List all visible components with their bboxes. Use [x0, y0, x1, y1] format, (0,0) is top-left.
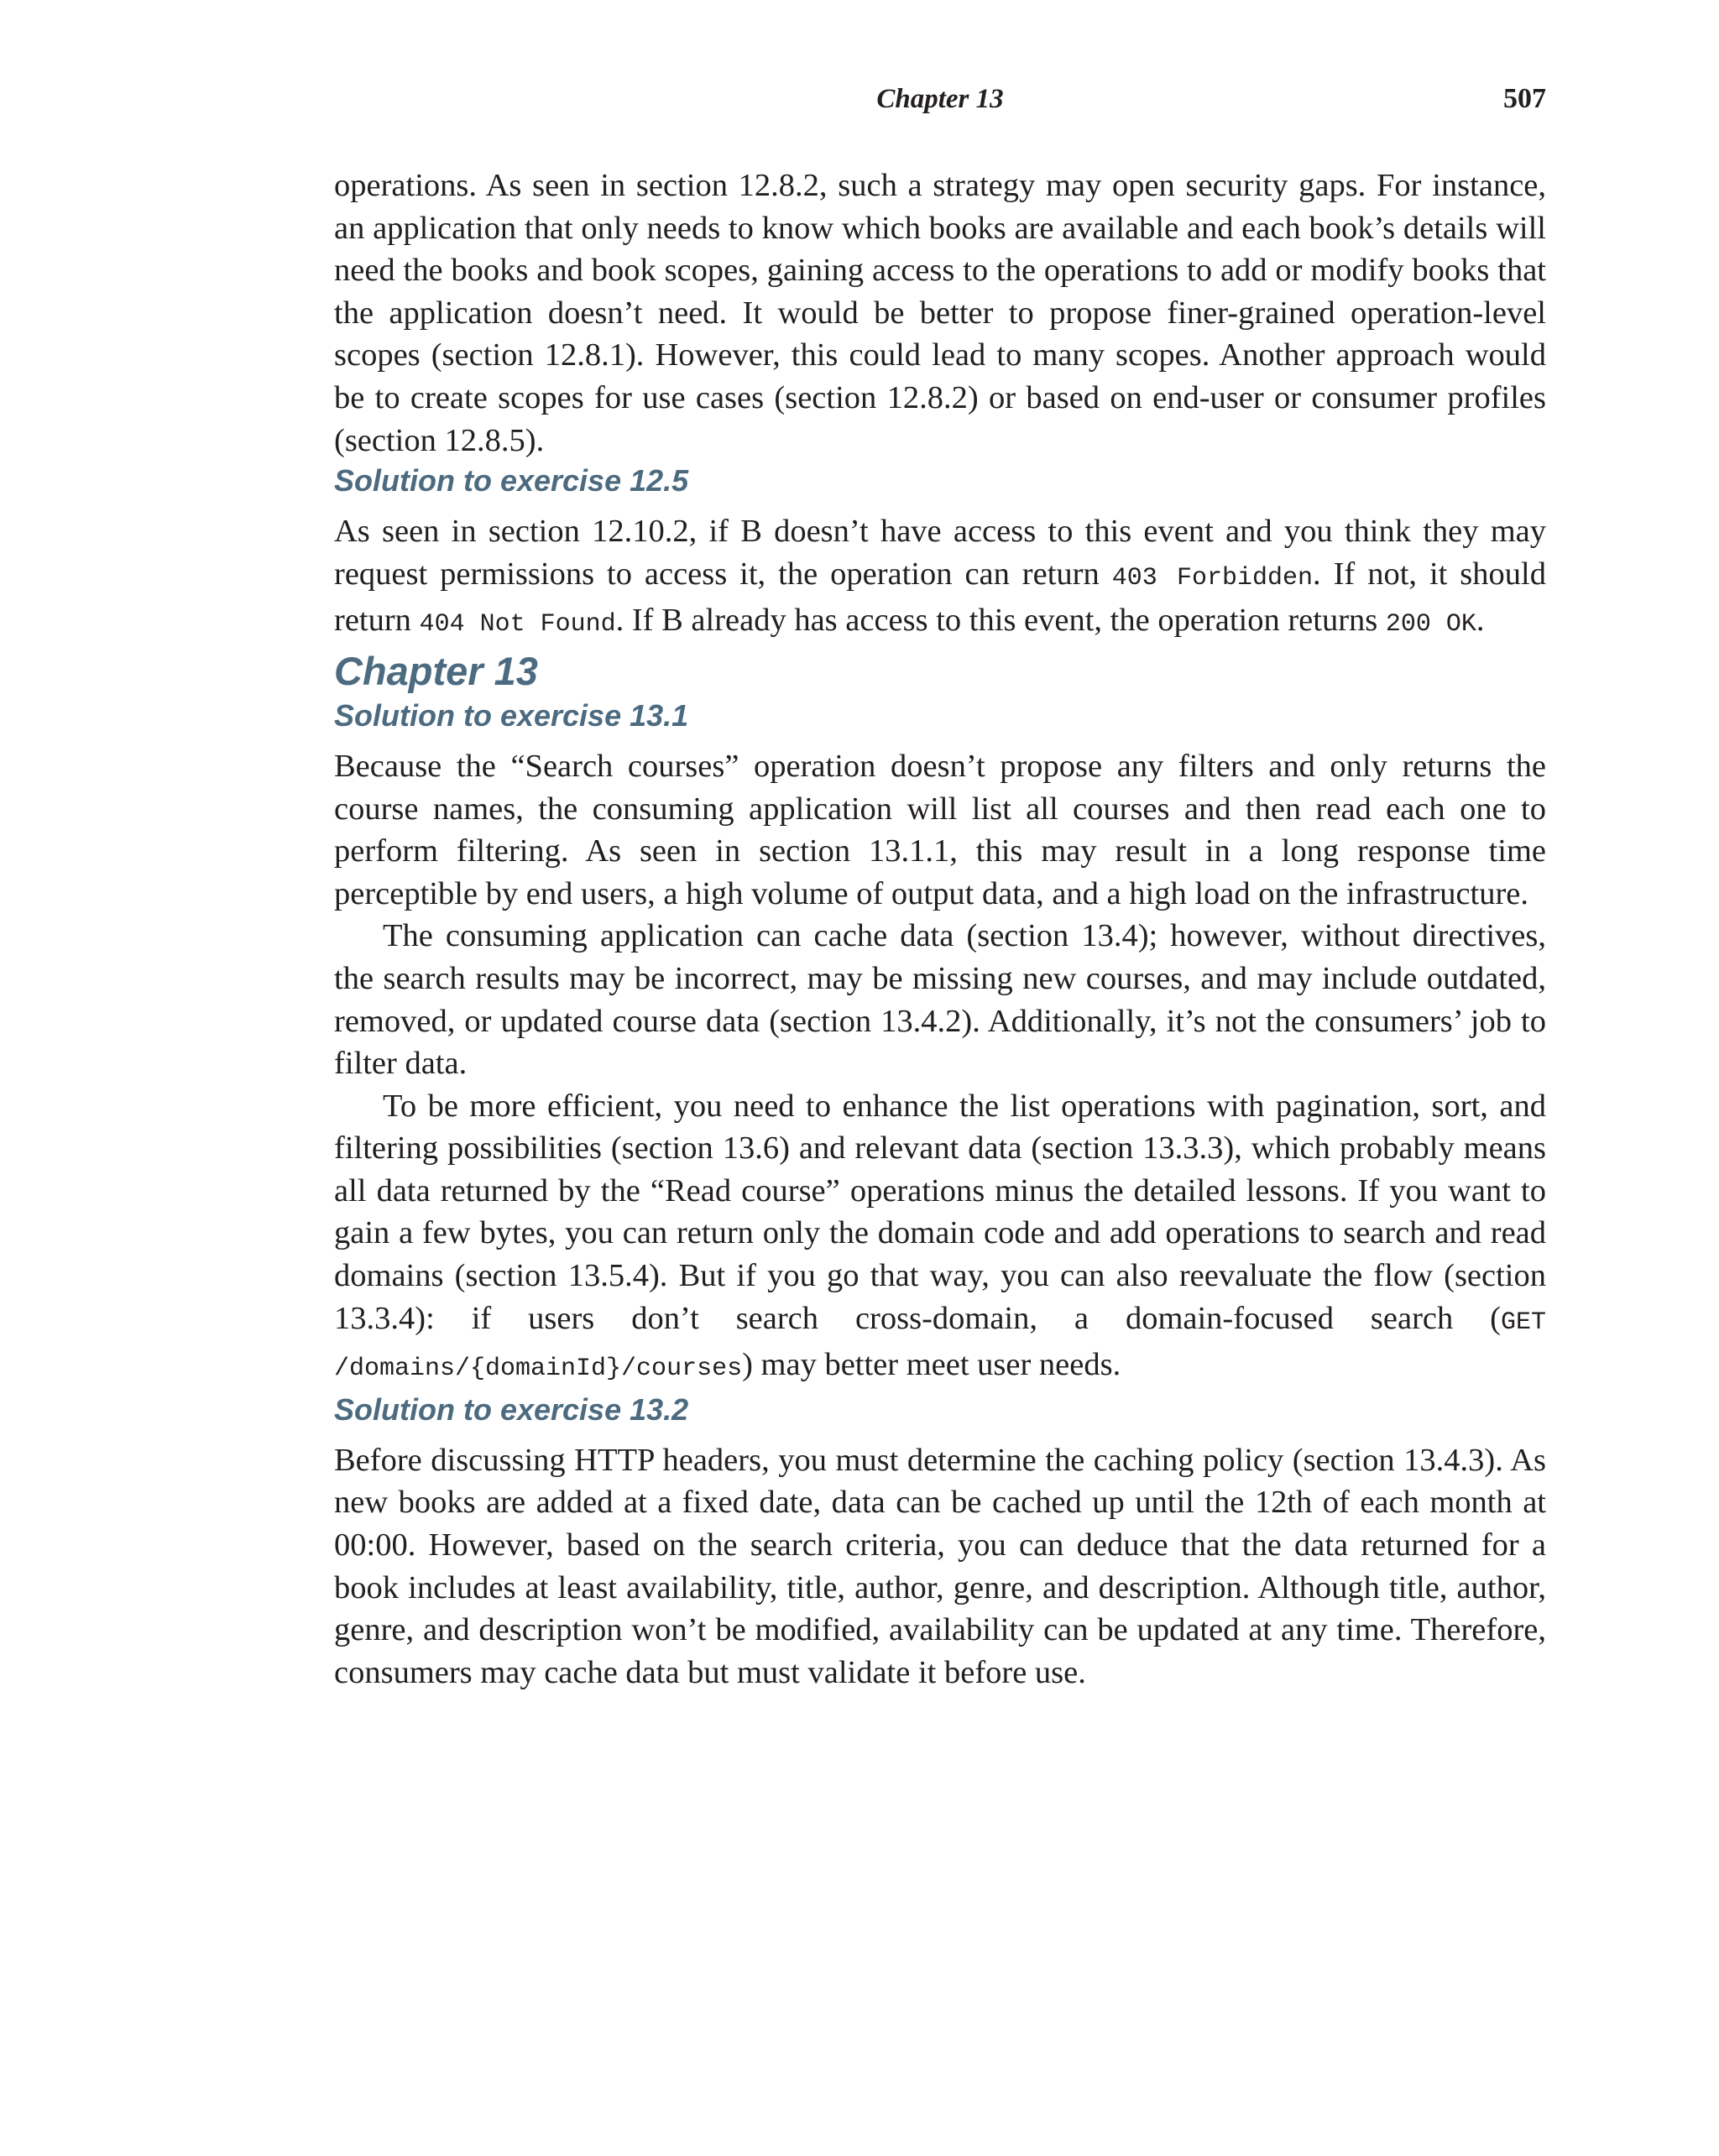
exercise-13-1-paragraph-3-end: ) may better meet user needs. [742, 1347, 1121, 1383]
status-code-200: 200 OK [1385, 610, 1476, 639]
running-title: Chapter 13 [876, 84, 1004, 114]
exercise-13-2-heading: Solution to exercise 13.2 [334, 1391, 689, 1427]
exercise-12-5-text-1: As seen in section 12.10.2, if B doesn’t have access to this event and you think they may request permissions to access it, the operation can return [334, 514, 1546, 592]
running-head [334, 81, 1546, 117]
exercise-12-5-text-3: . If B already has access to this event, the operation returns [615, 603, 1386, 639]
exercise-13-2-paragraph: Before discussing HTTP headers, you must determine the caching policy (section 13.4.3). As new books are added at a fixed date, data can be cached up until the 12th of each month at 00:00. However, based on the search criteria, you can deduce that the data returned for a book includes at least availability, title, author, genre, and description. Although title, author, genre, and description won’t be modified, availability can be updated at any time. Therefore, consumers may cache data but must validate it before use. [334, 1442, 1546, 1690]
exercise-12-5-paragraph [334, 510, 1546, 646]
exercise-12-5-text-4: . [1476, 603, 1485, 639]
exercise-12-5-heading: Solution to exercise 12.5 [334, 463, 689, 499]
page-number: 507 [1503, 83, 1546, 114]
chapter-heading: Chapter 13 [334, 648, 538, 693]
page-body [334, 164, 1546, 1694]
endpoint-code: GET /domains/{domainId}/courses [334, 1308, 1546, 1384]
exercise-13-1-paragraph-3 [334, 1085, 1546, 1391]
intro-paragraph: operations. As seen in section 12.8.2, such a strategy may open security gaps. For instance, an application that only needs to know which books are available and each book’s details will need the books and book scopes, gaining access to the operations to add or modify books that the application doesn’t need. It would be better to propose finer-grained operation-level scopes (section 12.8.1). However, this could lead to many scopes. Another approach would be to create scopes for use cases (section 12.8.2) or based on end-user or consumer profiles (section 12.8.5). [334, 168, 1546, 458]
exercise-12-5-text-2: . If not, it should return [334, 556, 1546, 639]
exercise-13-1-paragraph-1: Because the “Search courses” operation doesn’t propose any filters and only returns the course names, the consuming application will list all courses and then read each one to perform filtering. As seen in section 13.1.1, this may result in a long response time perceptible by end users, a high volume of output data, and a high load on the infrastructure. [334, 748, 1546, 911]
status-code-403: 403 Forbidden [1111, 563, 1314, 593]
exercise-13-1-paragraph-3-text: To be more efficient, you need to enhance the list operations with pagination, sort, and filtering possibilities (section 13.6) and relevant data (section 13.3.3), which probably means all data returned by the “Read course” operations minus the detailed lessons. If you want to gain a few bytes, you can return only the domain code and add operations to search and read domains (section 13.5.4). But if you go that way, you can also reevaluate the flow (section 13.3.4): if users don’t search cross-domain, a domain-focused search ( [334, 1088, 1546, 1336]
status-code-404: 404 Not Found [419, 610, 616, 639]
exercise-13-1-heading: Solution to exercise 13.1 [334, 697, 689, 733]
exercise-13-1-paragraph-2: The consuming application can cache data (section 13.4); however, without directives, the search results may be incorrect, may be missing new courses, and may include outdated, removed, or updated course data (section 13.4.2). Additionally, it’s not the consumers’ job to filter data. [334, 918, 1546, 1082]
